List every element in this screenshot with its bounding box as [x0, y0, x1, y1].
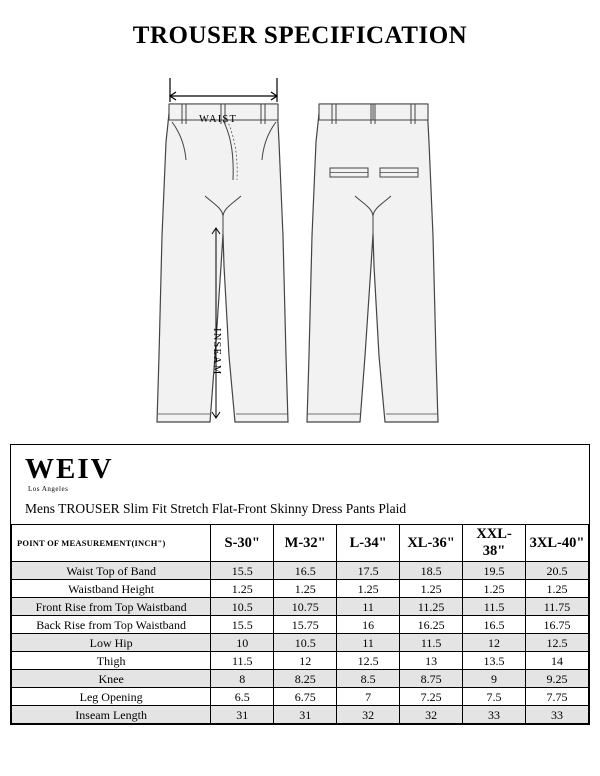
size-chart-table: [11, 524, 589, 724]
cell-value: 9: [463, 670, 526, 688]
cell-value: 15.75: [274, 616, 337, 634]
cell-value: 13.5: [463, 652, 526, 670]
cell-value: 16.5: [274, 562, 337, 580]
cell-value: 18.5: [400, 562, 463, 580]
column-header-size-3: XL-36": [400, 525, 463, 562]
row-label: Low Hip: [12, 634, 211, 652]
cell-value: 12: [274, 652, 337, 670]
table-header: [12, 525, 589, 562]
waist-label: WAIST: [199, 114, 238, 125]
cell-value: 12.5: [526, 634, 589, 652]
table-row: [12, 616, 589, 634]
cell-value: 7.75: [526, 688, 589, 706]
trouser-illustration: [0, 56, 600, 426]
table-row: [12, 688, 589, 706]
row-label: Back Rise from Top Waistband: [12, 616, 211, 634]
brand-tagline: Los Angeles: [28, 485, 69, 493]
cell-value: 31: [274, 706, 337, 724]
cell-value: 11.5: [463, 598, 526, 616]
cell-value: 11: [337, 598, 400, 616]
cell-value: 11: [337, 634, 400, 652]
cell-value: 11.5: [211, 652, 274, 670]
table-body: [12, 562, 589, 724]
cell-value: 11.5: [400, 634, 463, 652]
cell-value: 31: [211, 706, 274, 724]
cell-value: 1.25: [337, 580, 400, 598]
cell-value: 6.5: [211, 688, 274, 706]
cell-value: 1.25: [400, 580, 463, 598]
cell-value: 15.5: [211, 616, 274, 634]
brand-block: [11, 445, 589, 495]
inseam-label: INSEAM: [211, 328, 222, 376]
table-row: [12, 706, 589, 724]
table-row: [12, 670, 589, 688]
cell-value: 10.5: [274, 634, 337, 652]
cell-value: 33: [526, 706, 589, 724]
cell-value: 32: [337, 706, 400, 724]
trouser-back-view: [307, 104, 438, 422]
cell-value: 1.25: [526, 580, 589, 598]
table-header-row: [12, 525, 589, 562]
row-label: Inseam Length: [12, 706, 211, 724]
cell-value: 12: [463, 634, 526, 652]
cell-value: 8.25: [274, 670, 337, 688]
cell-value: 1.25: [463, 580, 526, 598]
cell-value: 8: [211, 670, 274, 688]
cell-value: 17.5: [337, 562, 400, 580]
column-header-size-1: M-32": [274, 525, 337, 562]
table-row: [12, 652, 589, 670]
cell-value: 12.5: [337, 652, 400, 670]
cell-value: 7: [337, 688, 400, 706]
cell-value: 20.5: [526, 562, 589, 580]
cell-value: 8.5: [337, 670, 400, 688]
cell-value: 11.25: [400, 598, 463, 616]
row-label: Thigh: [12, 652, 211, 670]
row-label: Front Rise from Top Waistband: [12, 598, 211, 616]
product-description: Mens TROUSER Slim Fit Stretch Flat-Front Skinny Dress Pants Plaid: [25, 501, 407, 516]
column-header-size-2: L-34": [337, 525, 400, 562]
cell-value: 11.75: [526, 598, 589, 616]
trouser-front-view: [157, 104, 288, 422]
column-header-size-4: XXL-38": [463, 525, 526, 562]
cell-value: 32: [400, 706, 463, 724]
row-label: Leg Opening: [12, 688, 211, 706]
cell-value: 13: [400, 652, 463, 670]
row-label: Waistband Height: [12, 580, 211, 598]
cell-value: 7.25: [400, 688, 463, 706]
waist-dimension-line: [170, 78, 277, 102]
page-title: TROUSER SPECIFICATION: [132, 22, 468, 49]
cell-value: 6.75: [274, 688, 337, 706]
cell-value: 16.75: [526, 616, 589, 634]
column-header-size-0: S-30": [211, 525, 274, 562]
cell-value: 33: [463, 706, 526, 724]
cell-value: 1.25: [274, 580, 337, 598]
table-row: [12, 562, 589, 580]
cell-value: 10.5: [211, 598, 274, 616]
cell-value: 10.75: [274, 598, 337, 616]
cell-value: 16: [337, 616, 400, 634]
cell-value: 9.25: [526, 670, 589, 688]
row-label: Knee: [12, 670, 211, 688]
table-row: [12, 580, 589, 598]
cell-value: 16.25: [400, 616, 463, 634]
brand-name: WEIV: [25, 453, 114, 485]
cell-value: 16.5: [463, 616, 526, 634]
cell-value: 15.5: [211, 562, 274, 580]
column-header-size-5: 3XL-40": [526, 525, 589, 562]
cell-value: 14: [526, 652, 589, 670]
cell-value: 19.5: [463, 562, 526, 580]
row-label: Waist Top of Band: [12, 562, 211, 580]
cell-value: 1.25: [211, 580, 274, 598]
table-row: [12, 598, 589, 616]
column-header-pom: POINT OF MEASUREMENT(INCH"): [12, 525, 211, 562]
trouser-diagram: [0, 56, 600, 426]
cell-value: 10: [211, 634, 274, 652]
cell-value: 7.5: [463, 688, 526, 706]
table-row: [12, 634, 589, 652]
cell-value: 8.75: [400, 670, 463, 688]
size-chart-panel: [10, 444, 590, 725]
